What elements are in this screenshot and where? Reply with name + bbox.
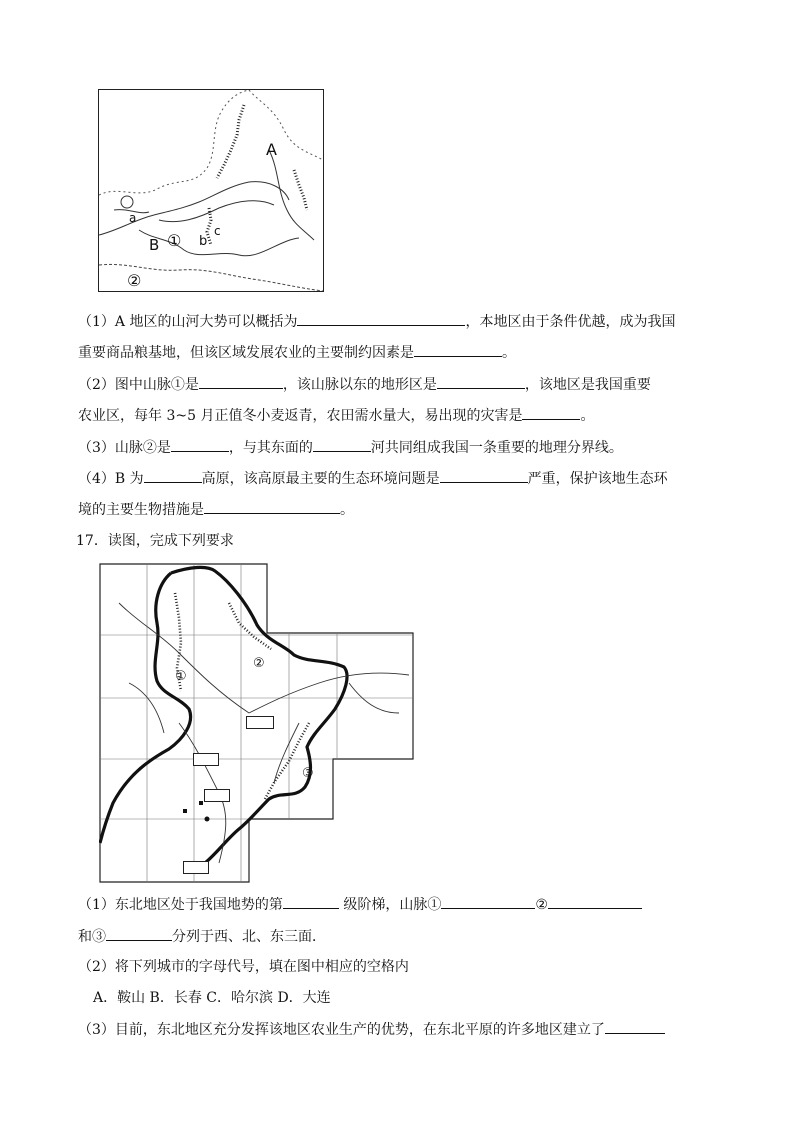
q16-p2-blank-3[interactable] [522,405,580,420]
q16-p4-text-d: 境的主要生物措施是 [78,502,204,518]
q16-part4-line2 [78,499,354,520]
q16-p1-text-d: 。 [502,345,516,361]
map-2-label-mountain-3: ③ [302,766,314,781]
map-1-label-A: A [266,140,277,159]
q16-p4-text-b: 高原，该高原最主要的生态环境问题是 [201,471,440,487]
q16-p2-text-d: 农业区，每年 3~5 月正值冬小麦返青，农田需水量大，易出现的灾害是 [78,408,523,424]
map-1-label-mountain-2: ② [127,271,142,290]
q17-p1-text-e: 分列于西、北、东三面． [172,929,326,945]
q17-part1-line1 [78,894,642,915]
q17-p1-blank-1[interactable] [283,894,339,909]
map-1-label-B: B [149,236,160,254]
q16-p4-text-a: （4）B 为 [78,471,144,487]
q17-p1-blank-4[interactable] [106,926,172,941]
map-2-answer-box-1[interactable] [246,716,274,729]
q17-p1-text-d: 和③ [78,929,106,945]
map-figure-2 [99,563,415,883]
q16-p3-blank-1[interactable] [171,437,229,452]
map-2-answer-box-2[interactable] [193,753,219,766]
q16-p4-text-e: 。 [340,502,354,518]
q17-part1-line2 [78,926,326,947]
q16-part3-line1 [78,437,623,458]
map-1-label-b: b [199,234,208,249]
q16-p2-text-a: （2）图中山脉①是 [78,377,199,393]
q17-p3-text-a: （3）目前，东北地区充分发挥该地区农业生产的优势，在东北平原的许多地区建立了 [78,1022,605,1038]
q17-p1-text-a: （1）东北地区处于我国地势的第 [78,897,283,913]
map-1-label-a: a [129,211,137,225]
q16-p3-text-c: 河共同组成我国一条重要的地理分界线。 [370,440,623,456]
q17-p1-text-c: ② [535,897,548,913]
q16-p2-text-b: ，该山脉以东的地形区是 [282,377,437,393]
q16-p3-text-a: （3）山脉②是 [78,440,171,456]
map-1-label-c: c [214,224,221,238]
q17-p1-text-b: 级阶梯，山脉① [338,897,442,913]
q16-part4-line1 [78,468,668,489]
q16-p3-blank-2[interactable] [313,437,371,452]
q17-options: A．鞍山 B．长春 C．哈尔滨 D．大连 [93,990,331,1006]
map-2-label-mountain-1: ① [175,669,187,684]
q16-p4-blank-2[interactable] [440,468,528,483]
q16-p1-text-b: ，本地区由于条件优越，成为我国 [465,314,676,330]
q16-part1-line2 [78,342,516,363]
q16-p1-blank-1[interactable] [297,311,465,326]
q16-p3-text-b: ，与其东面的 [228,440,313,456]
map-2-answer-box-4[interactable] [183,861,209,874]
q17-p3-blank-1[interactable] [605,1019,665,1034]
map-2-label-mountain-2: ② [253,656,265,671]
q16-p4-text-c: 严重，保护该地生态环 [527,471,668,487]
map-2-answer-box-3[interactable] [204,789,230,802]
q17-part2: （2）将下列城市的字母代号，填在图中相应的空格内 [78,959,409,975]
q16-p1-text-c: 重要商品粮基地，但该区域发展农业的主要制约因素是 [78,345,414,361]
q16-p2-blank-1[interactable] [199,374,283,389]
q16-part2-line2 [78,405,594,426]
q16-p1-text-a: （1）A 地区的山河大势可以概括为 [78,314,298,330]
q16-p2-blank-2[interactable] [437,374,525,389]
q16-p2-text-c: ，该地区是我国重要 [524,377,651,393]
q16-p2-text-e: 。 [580,408,595,424]
q16-p4-blank-1[interactable] [144,468,202,483]
q17-part3-line1 [78,1019,665,1040]
q16-part1-line1 [78,311,675,332]
map-figure-1 [98,89,324,292]
q17-p1-blank-2[interactable] [441,894,535,909]
q16-p1-blank-2[interactable] [414,342,502,357]
map-1-label-mountain-1: ① [167,231,182,250]
q16-part2-line1 [78,374,651,395]
q17-p1-blank-3[interactable] [548,894,642,909]
q17-title: 17．读图，完成下列要求 [76,533,234,549]
q16-p4-blank-3[interactable] [204,499,340,514]
map-1-drawing [99,90,323,291]
